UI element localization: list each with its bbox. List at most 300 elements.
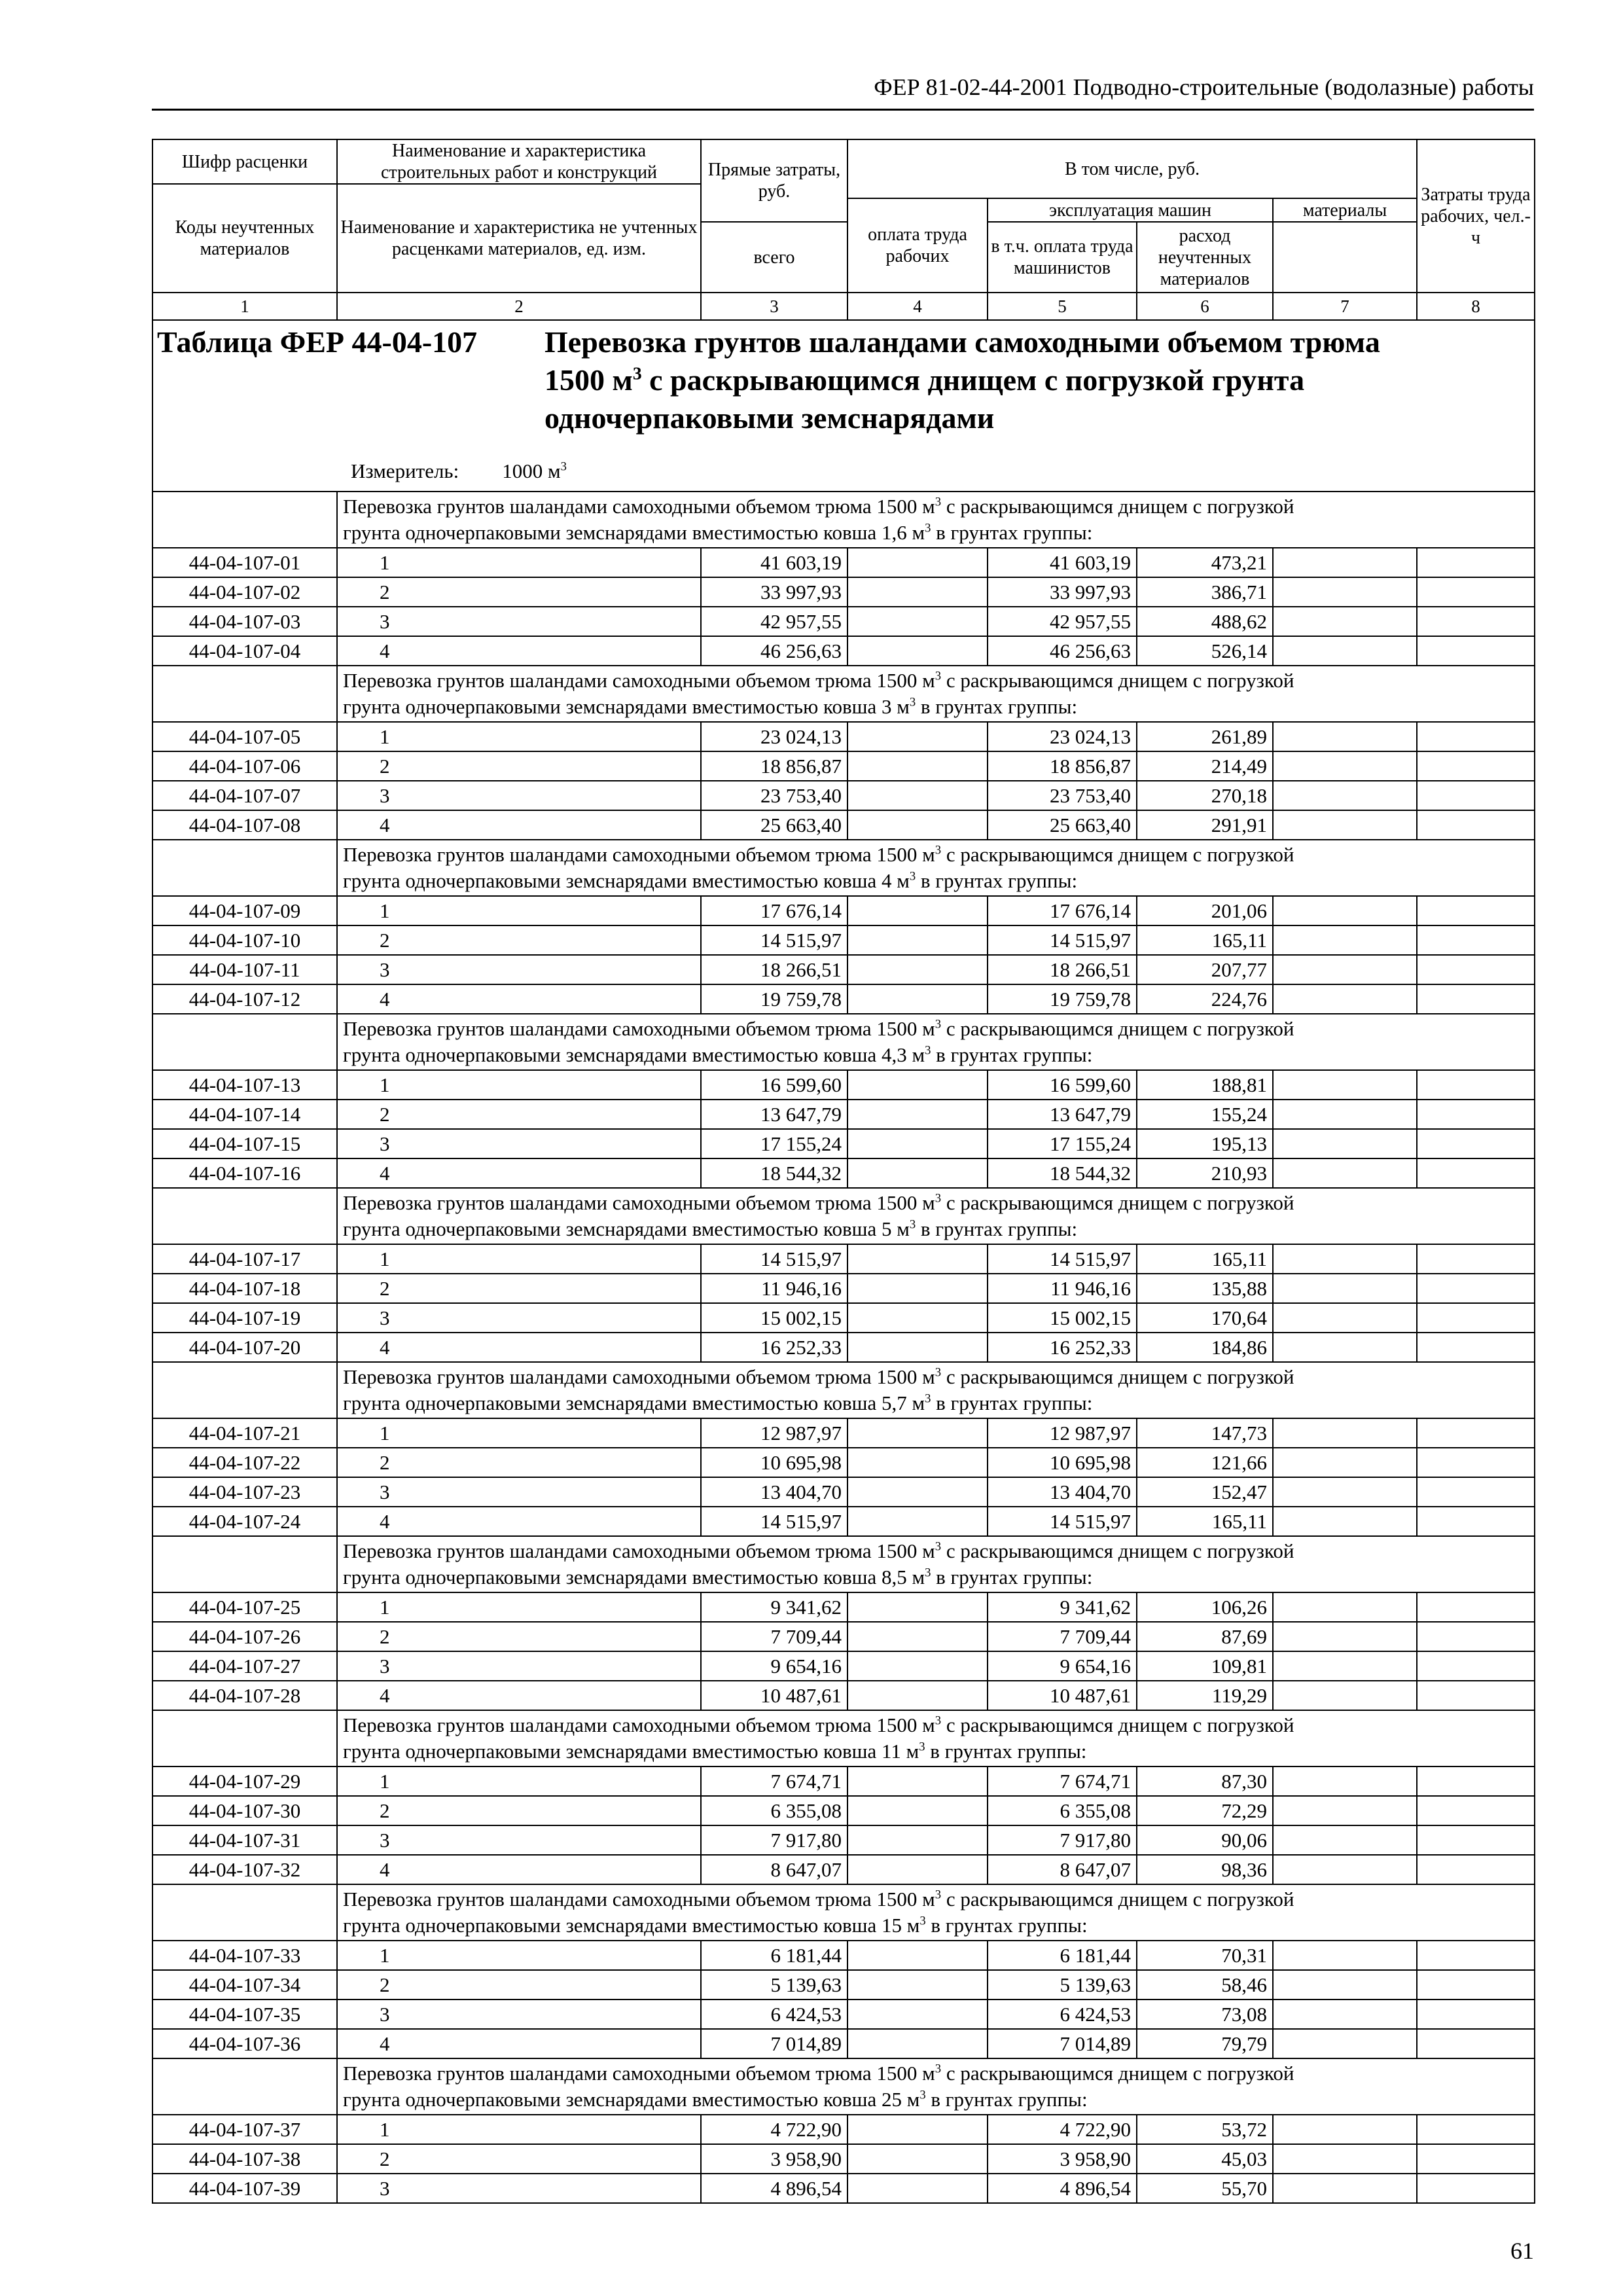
worker-wages (847, 1941, 988, 1970)
group-description-row (152, 1014, 1535, 1070)
materials (1273, 1825, 1417, 1855)
description-code-blank (152, 1536, 337, 1592)
direct-costs: 3 958,90 (701, 2144, 847, 2174)
labor-costs (1417, 1418, 1535, 1448)
direct-costs: 16 599,60 (701, 1070, 847, 1100)
direct-costs: 10 695,98 (701, 1448, 847, 1477)
direct-costs: 9 341,62 (701, 1592, 847, 1622)
machines-total: 9 654,16 (988, 1651, 1137, 1681)
table-title-row (152, 320, 1535, 492)
worker-wages (847, 722, 988, 751)
labor-costs (1417, 577, 1535, 607)
rate-code: 44-04-107-15 (152, 1129, 337, 1158)
table-row (152, 2144, 1535, 2174)
direct-costs: 6 181,44 (701, 1941, 847, 1970)
rate-code: 44-04-107-35 (152, 2000, 337, 2029)
machine-operator-wages: 70,31 (1137, 1941, 1273, 1970)
rate-code: 44-04-107-21 (152, 1418, 337, 1448)
header-machines-wages: в т.ч. оплата труда машинистов (988, 222, 1137, 293)
table-title: Перевозка грунтов шаландами самоходными объемом трюма 1500 $м^3$ с раскрывающимся днищем с погрузкой грунта одночерпаковыми земснарядами (544, 325, 1380, 435)
column-number: 5 (988, 293, 1137, 320)
machines-total: 13 647,79 (988, 1100, 1137, 1129)
materials (1273, 1477, 1417, 1507)
group-description-row (152, 840, 1535, 896)
machines-total: 7 709,44 (988, 1622, 1137, 1651)
machine-operator-wages: 165,11 (1137, 1507, 1273, 1536)
column-number: 1 (152, 293, 337, 320)
machines-total: 33 997,93 (988, 577, 1137, 607)
machines-total: 11 946,16 (988, 1274, 1137, 1303)
worker-wages (847, 2144, 988, 2174)
labor-costs (1417, 1333, 1535, 1362)
soil-group: 1 (337, 1418, 701, 1448)
materials (1273, 1244, 1417, 1274)
machine-operator-wages: 165,11 (1137, 925, 1273, 955)
worker-wages (847, 1244, 988, 1274)
soil-group: 4 (337, 984, 701, 1014)
worker-wages (847, 1070, 988, 1100)
column-number: 7 (1273, 293, 1417, 320)
rate-code: 44-04-107-19 (152, 1303, 337, 1333)
materials (1273, 955, 1417, 984)
materials (1273, 1158, 1417, 1188)
machines-total: 23 024,13 (988, 722, 1137, 751)
direct-costs: 7 917,80 (701, 1825, 847, 1855)
soil-group: 4 (337, 2029, 701, 2058)
labor-costs (1417, 1507, 1535, 1536)
group-description: Перевозка грунтов шаландами самоходными объемом трюма 1500 $м^3$ с раскрывающимся днищем с погрузкой грунта одночерпаковыми земснарядами вместимостью ковша 5,7 $м^3$ в грунтах группы: (337, 1362, 1535, 1418)
rate-code: 44-04-107-28 (152, 1681, 337, 1710)
group-description-row (152, 1362, 1535, 1418)
machines-total: 5 139,63 (988, 1970, 1137, 2000)
direct-costs: 14 515,97 (701, 925, 847, 955)
materials (1273, 607, 1417, 636)
materials (1273, 2000, 1417, 2029)
worker-wages (847, 751, 988, 781)
rate-code: 44-04-107-30 (152, 1796, 337, 1825)
labor-costs (1417, 925, 1535, 955)
machine-operator-wages: 210,93 (1137, 1158, 1273, 1188)
soil-group: 1 (337, 2115, 701, 2144)
soil-group: 2 (337, 1796, 701, 1825)
header-machines: эксплуатация машин (988, 198, 1273, 222)
rate-code: 44-04-107-17 (152, 1244, 337, 1274)
direct-costs: 11 946,16 (701, 1274, 847, 1303)
worker-wages (847, 1418, 988, 1448)
worker-wages (847, 955, 988, 984)
worker-wages (847, 1507, 988, 1536)
group-description: Перевозка грунтов шаландами самоходными объемом трюма 1500 $м^3$ с раскрывающимся днищем с погрузкой грунта одночерпаковыми земснарядами вместимостью ковша 25 $м^3$ в грунтах группы: (337, 2058, 1535, 2115)
materials (1273, 984, 1417, 1014)
materials (1273, 577, 1417, 607)
soil-group: 3 (337, 1825, 701, 1855)
soil-group: 1 (337, 1244, 701, 1274)
machine-operator-wages: 45,03 (1137, 2144, 1273, 2174)
direct-costs: 18 856,87 (701, 751, 847, 781)
table-row (152, 1070, 1535, 1100)
soil-group: 3 (337, 1303, 701, 1333)
table-row (152, 1158, 1535, 1188)
machines-total: 7 917,80 (988, 1825, 1137, 1855)
machine-operator-wages: 87,69 (1137, 1622, 1273, 1651)
machines-total: 7 014,89 (988, 2029, 1137, 2058)
materials (1273, 1941, 1417, 1970)
direct-costs: 14 515,97 (701, 1244, 847, 1274)
measure-unit: Измеритель: 1000 $м^3$ (351, 459, 567, 482)
description-code-blank (152, 492, 337, 548)
group-description: Перевозка грунтов шаландами самоходными объемом трюма 1500 $м^3$ с раскрывающимся днищем с погрузкой грунта одночерпаковыми земснарядами вместимостью ковша 11 $м^3$ в грунтах группы: (337, 1710, 1535, 1767)
direct-costs: 9 654,16 (701, 1651, 847, 1681)
soil-group: 1 (337, 722, 701, 751)
group-description: Перевозка грунтов шаландами самоходными объемом трюма 1500 $м^3$ с раскрывающимся днищем с погрузкой грунта одночерпаковыми земснарядами вместимостью ковша 15 $м^3$ в грунтах группы: (337, 1884, 1535, 1941)
soil-group: 4 (337, 1333, 701, 1362)
rate-code: 44-04-107-16 (152, 1158, 337, 1188)
materials (1273, 1129, 1417, 1158)
group-description: Перевозка грунтов шаландами самоходными объемом трюма 1500 $м^3$ с раскрывающимся днищем с погрузкой грунта одночерпаковыми земснарядами вместимостью ковша 3 $м^3$ в грунтах группы: (337, 666, 1535, 722)
header-materials-sub: расход неучтенных материалов (1137, 222, 1273, 293)
machines-total: 25 663,40 (988, 810, 1137, 840)
machine-operator-wages: 386,71 (1137, 577, 1273, 607)
soil-group: 3 (337, 1651, 701, 1681)
machine-operator-wages: 224,76 (1137, 984, 1273, 1014)
rate-code: 44-04-107-09 (152, 896, 337, 925)
machines-total: 42 957,55 (988, 607, 1137, 636)
labor-costs (1417, 984, 1535, 1014)
rate-code: 44-04-107-39 (152, 2174, 337, 2203)
machine-operator-wages: 79,79 (1137, 2029, 1273, 2058)
labor-costs (1417, 1941, 1535, 1970)
header-name: Наименование и характеристика строительных работ и конструкций (337, 139, 701, 184)
soil-group: 4 (337, 636, 701, 666)
machines-total: 41 603,19 (988, 548, 1137, 577)
soil-group: 2 (337, 2144, 701, 2174)
direct-costs: 16 252,33 (701, 1333, 847, 1362)
machine-operator-wages: 207,77 (1137, 955, 1273, 984)
soil-group: 3 (337, 2000, 701, 2029)
labor-costs (1417, 1129, 1535, 1158)
machines-total: 9 341,62 (988, 1592, 1137, 1622)
labor-costs (1417, 1070, 1535, 1100)
rate-code: 44-04-107-08 (152, 810, 337, 840)
materials (1273, 1303, 1417, 1333)
soil-group: 4 (337, 1855, 701, 1884)
table-row (152, 781, 1535, 810)
materials (1273, 1622, 1417, 1651)
machines-total: 10 487,61 (988, 1681, 1137, 1710)
materials (1273, 2115, 1417, 2144)
direct-costs: 10 487,61 (701, 1681, 847, 1710)
machine-operator-wages: 488,62 (1137, 607, 1273, 636)
materials (1273, 781, 1417, 810)
machines-total: 14 515,97 (988, 1244, 1137, 1274)
soil-group: 4 (337, 810, 701, 840)
labor-costs (1417, 1796, 1535, 1825)
materials (1273, 925, 1417, 955)
machines-total: 14 515,97 (988, 1507, 1137, 1536)
table-row (152, 2000, 1535, 2029)
machine-operator-wages: 87,30 (1137, 1767, 1273, 1796)
materials (1273, 2029, 1417, 2058)
rate-code: 44-04-107-13 (152, 1070, 337, 1100)
table-row (152, 896, 1535, 925)
machine-operator-wages: 155,24 (1137, 1100, 1273, 1129)
machine-operator-wages: 526,14 (1137, 636, 1273, 666)
worker-wages (847, 1796, 988, 1825)
machine-operator-wages: 152,47 (1137, 1477, 1273, 1507)
machine-operator-wages: 98,36 (1137, 1855, 1273, 1884)
materials (1273, 722, 1417, 751)
table-row (152, 1796, 1535, 1825)
labor-costs (1417, 1855, 1535, 1884)
machines-total: 6 424,53 (988, 2000, 1137, 2029)
direct-costs: 13 404,70 (701, 1477, 847, 1507)
machines-total: 18 266,51 (988, 955, 1137, 984)
machines-total: 18 544,32 (988, 1158, 1137, 1188)
machines-total: 16 252,33 (988, 1333, 1137, 1362)
direct-costs: 19 759,78 (701, 984, 847, 1014)
description-code-blank (152, 666, 337, 722)
header-materials: материалы (1273, 198, 1417, 222)
direct-costs: 14 515,97 (701, 1507, 847, 1536)
soil-group: 4 (337, 1158, 701, 1188)
rate-code: 44-04-107-29 (152, 1767, 337, 1796)
labor-costs (1417, 2115, 1535, 2144)
header-labor: Затраты труда рабочих, чел.-ч (1417, 139, 1535, 293)
group-description: Перевозка грунтов шаландами самоходными объемом трюма 1500 $м^3$ с раскрывающимся днищем с погрузкой грунта одночерпаковыми земснарядами вместимостью ковша 5 $м^3$ в грунтах группы: (337, 1188, 1535, 1244)
machine-operator-wages: 119,29 (1137, 1681, 1273, 1710)
soil-group: 2 (337, 1622, 701, 1651)
soil-group: 4 (337, 1507, 701, 1536)
worker-wages (847, 1681, 988, 1710)
soil-group: 2 (337, 1100, 701, 1129)
materials (1273, 1592, 1417, 1622)
group-description-row (152, 1536, 1535, 1592)
header-including: В том числе, руб. (847, 139, 1417, 198)
labor-costs (1417, 1158, 1535, 1188)
direct-costs: 17 155,24 (701, 1129, 847, 1158)
machine-operator-wages: 90,06 (1137, 1825, 1273, 1855)
machines-total: 17 155,24 (988, 1129, 1137, 1158)
soil-group: 3 (337, 2174, 701, 2203)
machine-operator-wages: 72,29 (1137, 1796, 1273, 1825)
soil-group: 1 (337, 548, 701, 577)
table-row (152, 984, 1535, 1014)
labor-costs (1417, 2144, 1535, 2174)
table-row (152, 1448, 1535, 1477)
table-row (152, 1418, 1535, 1448)
labor-costs (1417, 2174, 1535, 2203)
materials (1273, 1651, 1417, 1681)
worker-wages (847, 1855, 988, 1884)
machine-operator-wages: 291,91 (1137, 810, 1273, 840)
header-material-codes: Коды неучтенных материалов (152, 184, 337, 293)
materials (1273, 810, 1417, 840)
machine-operator-wages: 188,81 (1137, 1070, 1273, 1100)
labor-costs (1417, 1448, 1535, 1477)
labor-costs (1417, 1681, 1535, 1710)
column-numbers-row (152, 293, 1535, 320)
table-row (152, 2115, 1535, 2144)
direct-costs: 15 002,15 (701, 1303, 847, 1333)
rate-code: 44-04-107-06 (152, 751, 337, 781)
machines-total: 16 599,60 (988, 1070, 1137, 1100)
rate-code: 44-04-107-12 (152, 984, 337, 1014)
machine-operator-wages: 135,88 (1137, 1274, 1273, 1303)
worker-wages (847, 607, 988, 636)
worker-wages (847, 1333, 988, 1362)
direct-costs: 25 663,40 (701, 810, 847, 840)
direct-costs: 42 957,55 (701, 607, 847, 636)
table-row (152, 636, 1535, 666)
machines-total: 15 002,15 (988, 1303, 1137, 1333)
soil-group: 3 (337, 607, 701, 636)
machines-total: 13 404,70 (988, 1477, 1137, 1507)
table-label: Таблица ФЕР 44-04-107 (157, 325, 478, 359)
worker-wages (847, 1651, 988, 1681)
table-row (152, 577, 1535, 607)
table-row (152, 1129, 1535, 1158)
materials (1273, 1070, 1417, 1100)
group-description: Перевозка грунтов шаландами самоходными объемом трюма 1500 $м^3$ с раскрывающимся днищем с погрузкой грунта одночерпаковыми земснарядами вместимостью ковша 4,3 $м^3$ в грунтах группы: (337, 1014, 1535, 1070)
materials (1273, 751, 1417, 781)
direct-costs: 7 674,71 (701, 1767, 847, 1796)
soil-group: 1 (337, 1941, 701, 1970)
worker-wages (847, 2029, 988, 2058)
direct-costs: 23 753,40 (701, 781, 847, 810)
direct-costs: 12 987,97 (701, 1418, 847, 1448)
machines-total: 17 676,14 (988, 896, 1137, 925)
table-header (152, 139, 1535, 320)
table-row (152, 751, 1535, 781)
soil-group: 1 (337, 896, 701, 925)
direct-costs: 6 355,08 (701, 1796, 847, 1825)
rate-code: 44-04-107-27 (152, 1651, 337, 1681)
machine-operator-wages: 201,06 (1137, 896, 1273, 925)
group-description-row (152, 2058, 1535, 2115)
rate-code: 44-04-107-32 (152, 1855, 337, 1884)
worker-wages (847, 1477, 988, 1507)
direct-costs: 23 024,13 (701, 722, 847, 751)
rate-code: 44-04-107-11 (152, 955, 337, 984)
direct-costs: 4 896,54 (701, 2174, 847, 2203)
materials (1273, 2144, 1417, 2174)
machine-operator-wages: 165,11 (1137, 1244, 1273, 1274)
labor-costs (1417, 1970, 1535, 2000)
labor-costs (1417, 1651, 1535, 1681)
running-header: ФЕР 81-02-44-2001 Подводно-строительные (водолазные) работы (874, 74, 1534, 100)
worker-wages (847, 984, 988, 1014)
soil-group: 2 (337, 577, 701, 607)
soil-group: 2 (337, 1970, 701, 2000)
labor-costs (1417, 1477, 1535, 1507)
table-row (152, 1100, 1535, 1129)
soil-group: 3 (337, 955, 701, 984)
worker-wages (847, 1448, 988, 1477)
table-row (152, 955, 1535, 984)
table-row (152, 1592, 1535, 1622)
rate-code: 44-04-107-07 (152, 781, 337, 810)
machines-total: 4 896,54 (988, 2174, 1137, 2203)
labor-costs (1417, 1303, 1535, 1333)
worker-wages (847, 548, 988, 577)
rate-code: 44-04-107-02 (152, 577, 337, 607)
table-row (152, 1855, 1535, 1884)
machine-operator-wages: 121,66 (1137, 1448, 1273, 1477)
machine-operator-wages: 473,21 (1137, 548, 1273, 577)
table-row (152, 1333, 1535, 1362)
labor-costs (1417, 1244, 1535, 1274)
worker-wages (847, 1100, 988, 1129)
soil-group: 3 (337, 1477, 701, 1507)
materials (1273, 2174, 1417, 2203)
soil-group: 3 (337, 781, 701, 810)
rate-code: 44-04-107-03 (152, 607, 337, 636)
worker-wages (847, 896, 988, 925)
machine-operator-wages: 270,18 (1137, 781, 1273, 810)
table-row (152, 722, 1535, 751)
table-row (152, 1274, 1535, 1303)
table-row (152, 2174, 1535, 2203)
labor-costs (1417, 1274, 1535, 1303)
worker-wages (847, 2000, 988, 2029)
worker-wages (847, 2115, 988, 2144)
labor-costs (1417, 1592, 1535, 1622)
rate-code: 44-04-107-24 (152, 1507, 337, 1536)
rate-code: 44-04-107-37 (152, 2115, 337, 2144)
table-row (152, 925, 1535, 955)
labor-costs (1417, 2029, 1535, 2058)
table-row (152, 1244, 1535, 1274)
table-row (152, 810, 1535, 840)
group-description: Перевозка грунтов шаландами самоходными объемом трюма 1500 $м^3$ с раскрывающимся днищем с погрузкой грунта одночерпаковыми земснарядами вместимостью ковша 8,5 $м^3$ в грунтах группы: (337, 1536, 1535, 1592)
materials (1273, 1796, 1417, 1825)
table-row (152, 2029, 1535, 2058)
rate-code: 44-04-107-23 (152, 1477, 337, 1507)
labor-costs (1417, 896, 1535, 925)
rate-code: 44-04-107-04 (152, 636, 337, 666)
materials (1273, 1855, 1417, 1884)
rate-code: 44-04-107-38 (152, 2144, 337, 2174)
labor-costs (1417, 1825, 1535, 1855)
column-number: 4 (847, 293, 988, 320)
direct-costs: 7 709,44 (701, 1622, 847, 1651)
table-row (152, 1941, 1535, 1970)
machines-total: 14 515,97 (988, 925, 1137, 955)
labor-costs (1417, 1767, 1535, 1796)
group-description-row (152, 1710, 1535, 1767)
rate-code: 44-04-107-22 (152, 1448, 337, 1477)
labor-costs (1417, 607, 1535, 636)
soil-group: 1 (337, 1767, 701, 1796)
worker-wages (847, 577, 988, 607)
soil-group: 2 (337, 751, 701, 781)
materials (1273, 896, 1417, 925)
materials (1273, 1100, 1417, 1129)
rate-code: 44-04-107-20 (152, 1333, 337, 1362)
description-code-blank (152, 2058, 337, 2115)
soil-group: 2 (337, 925, 701, 955)
group-description: Перевозка грунтов шаландами самоходными объемом трюма 1500 $м^3$ с раскрывающимся днищем с погрузкой грунта одночерпаковыми земснарядами вместимостью ковша 1,6 $м^3$ в грунтах группы: (337, 492, 1535, 548)
machine-operator-wages: 73,08 (1137, 2000, 1273, 2029)
direct-costs: 18 544,32 (701, 1158, 847, 1188)
machines-total: 46 256,63 (988, 636, 1137, 666)
machines-total: 7 674,71 (988, 1767, 1137, 1796)
table-row (152, 548, 1535, 577)
machines-total: 6 181,44 (988, 1941, 1137, 1970)
description-code-blank (152, 840, 337, 896)
table-row (152, 1825, 1535, 1855)
machines-total: 18 856,87 (988, 751, 1137, 781)
